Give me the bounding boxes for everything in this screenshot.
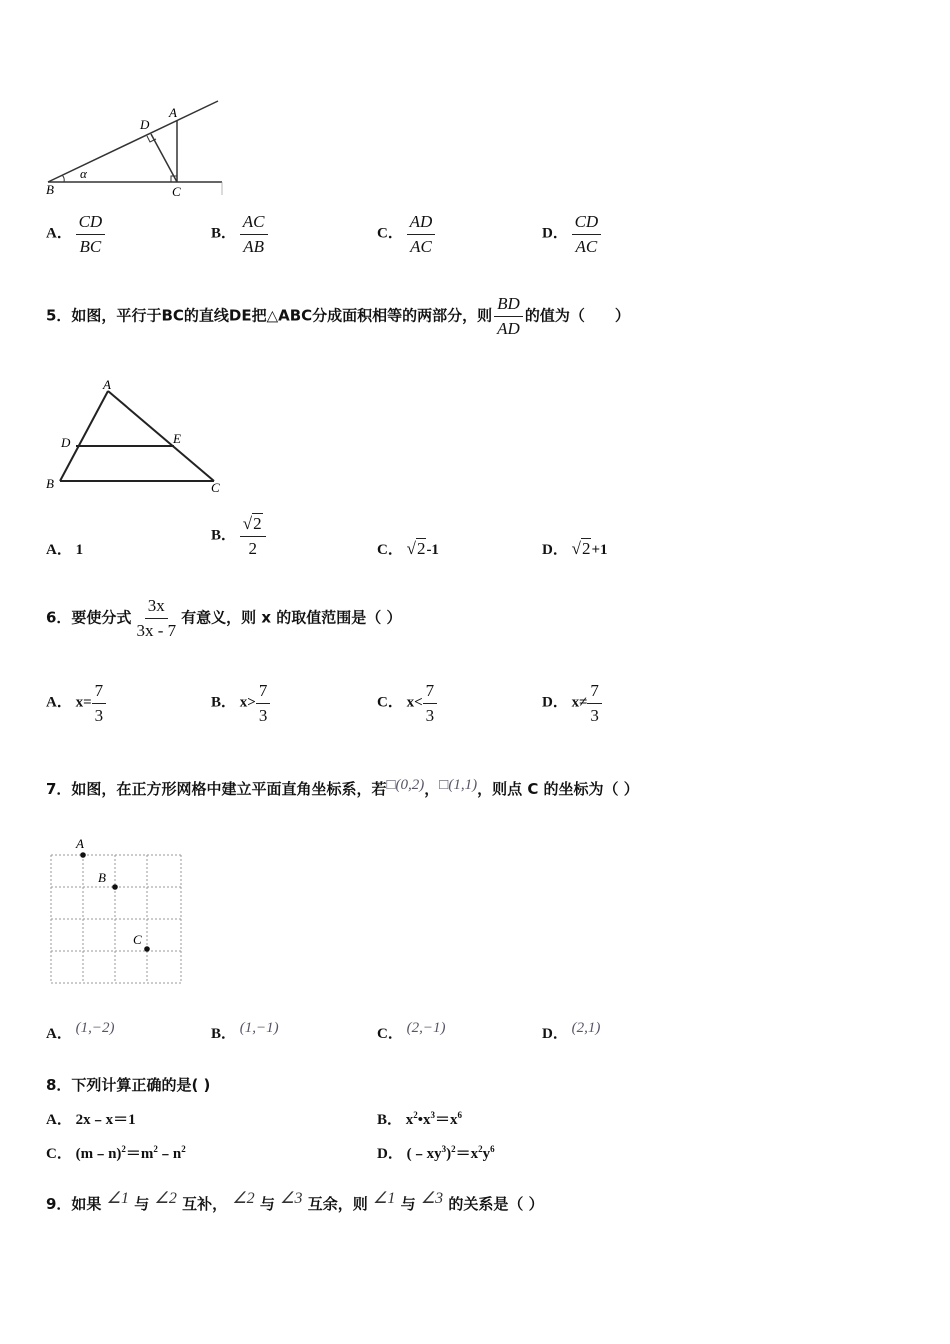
- q4-option-c-num: AD: [407, 212, 436, 235]
- q9-text-7: 的关系是（ ）: [448, 1195, 544, 1213]
- q8-option-a-letter: A．: [46, 1112, 72, 1128]
- q6-fraction: [133, 596, 179, 640]
- q4-label-b: B: [46, 182, 54, 197]
- q5-label-a: A: [103, 377, 111, 392]
- q6-text-after: 有意义，则 x 的取值范围是（ ）: [181, 608, 402, 627]
- q8-option-c-text: $(m﹣n)^2=m^2﹣n^2$: [75, 1144, 186, 1162]
- q7-point-c: [144, 946, 150, 952]
- q6-option-b-letter: B．: [211, 694, 237, 711]
- q9-text-5: 互余，则: [307, 1195, 368, 1213]
- q5-option-a-value: 1: [75, 542, 84, 558]
- q7-option-c-letter: C．: [377, 1026, 403, 1042]
- q8-option-b-letter: B．: [377, 1112, 403, 1128]
- q5-frac-num: BD: [494, 294, 523, 317]
- q5-option-d-rad: 2: [581, 539, 591, 558]
- q5-option-c-letter: C．: [377, 542, 403, 558]
- q4-option-a[interactable]: [46, 212, 105, 256]
- q6-option-a-den: 3: [94, 705, 104, 725]
- q6-option-d[interactable]: [542, 681, 602, 725]
- q7-option-d[interactable]: [542, 1020, 600, 1043]
- q5-label-e: E: [173, 431, 181, 446]
- q9-text-2: 与: [134, 1195, 150, 1213]
- q6-option-a-fraction: [92, 681, 107, 725]
- q9-text-6: 与: [400, 1195, 416, 1213]
- q4-option-b-num: AC: [240, 212, 268, 235]
- q6-option-c[interactable]: [377, 681, 437, 725]
- q4-label-a: A: [169, 105, 177, 120]
- q8-option-d-text: $(﹣xy^3)^2=x^2y^6$: [406, 1144, 495, 1162]
- q6-option-b-prefix: x>: [239, 694, 256, 711]
- q4-option-a-den: BC: [79, 236, 102, 256]
- q4-option-b-letter: B．: [211, 225, 237, 242]
- q7-label-c: C: [133, 932, 142, 947]
- q8-option-c[interactable]: [46, 1142, 186, 1163]
- q6-option-b-num: 7: [256, 681, 271, 704]
- q6-option-d-prefix: x≠: [571, 694, 588, 711]
- q5-text-after: 的值为（ ）: [524, 306, 630, 325]
- q4-option-d-fraction: [572, 212, 602, 256]
- q6-option-a-num: 7: [92, 681, 107, 704]
- q9-angle-2: ∠2: [154, 1190, 177, 1207]
- q6-frac-den: 3x - 7: [136, 620, 177, 640]
- q6-option-d-fraction: [587, 681, 602, 725]
- q6-question: [46, 596, 401, 640]
- q8-option-c-letter: C．: [46, 1146, 72, 1162]
- q6-option-b[interactable]: [211, 681, 270, 725]
- q4-option-c-fraction: [407, 212, 436, 256]
- q7-option-a-letter: A．: [46, 1026, 72, 1042]
- q6-option-d-num: 7: [587, 681, 602, 704]
- q6-option-c-den: 3: [425, 705, 435, 725]
- q4-option-b-den: AB: [243, 236, 265, 256]
- q7-label-b: B: [98, 870, 106, 885]
- q8-option-a-text: 2x﹣x＝1: [75, 1112, 136, 1128]
- q4-option-a-letter: A．: [46, 225, 72, 242]
- q5-option-c-sqrt: √2: [406, 539, 426, 558]
- q7-option-c-value: (2,−1): [406, 1020, 446, 1036]
- q4-label-d: D: [140, 117, 150, 132]
- q4-option-c-den: AC: [410, 236, 432, 256]
- q5-label-d: D: [61, 435, 71, 450]
- q8-option-b[interactable]: [377, 1108, 462, 1129]
- q4-option-c[interactable]: [377, 212, 435, 256]
- q6-option-a[interactable]: [46, 681, 106, 725]
- q5-question: [46, 294, 630, 338]
- q7-option-a[interactable]: [46, 1020, 114, 1043]
- q6-option-b-den: 3: [258, 705, 268, 725]
- q4-option-b[interactable]: [211, 212, 268, 256]
- q9-angle-1: ∠1: [106, 1190, 130, 1207]
- q5-option-b[interactable]: [211, 514, 266, 558]
- q7-point-a: [80, 852, 86, 858]
- q4-option-d-num: CD: [572, 212, 602, 235]
- q4-option-d-den: AC: [575, 236, 598, 256]
- q9-text-1: 9．如果: [46, 1195, 102, 1213]
- q6-text-before: 6．要使分式: [46, 608, 132, 627]
- q5-option-b-sqrt: √2: [242, 514, 262, 533]
- q9-angle-4: ∠3: [280, 1190, 303, 1207]
- q7-grid-figure: [44, 836, 186, 988]
- q8-option-a[interactable]: [46, 1108, 136, 1129]
- q5-option-c-rad: 2: [416, 539, 426, 558]
- q5-label-c: C: [211, 480, 220, 495]
- q6-option-a-letter: A．: [46, 694, 72, 711]
- q5-option-a-letter: A．: [46, 542, 72, 558]
- q6-option-d-letter: D．: [542, 694, 568, 711]
- q4-option-d-letter: D．: [542, 225, 568, 242]
- q4-option-b-fraction: [240, 212, 268, 256]
- q5-option-b-num: 2: [253, 514, 262, 533]
- q5-option-d-sqrt: √2: [571, 539, 591, 558]
- q5-figure: [40, 375, 230, 500]
- q4-label-alpha: α: [80, 166, 87, 181]
- q7-text-before: 7．如图，在正方形网格中建立平面直角坐标系，若: [46, 780, 387, 798]
- q7-sep: ，: [424, 780, 440, 798]
- q4-option-a-fraction: [76, 212, 106, 256]
- q8-question: 8．下列计算正确的是( ): [46, 1076, 211, 1094]
- q4-option-c-letter: C．: [377, 225, 403, 242]
- q5-label-b: B: [46, 476, 54, 491]
- q9-text-3: 互补，: [182, 1195, 228, 1213]
- q6-option-c-letter: C．: [377, 694, 403, 711]
- q5-option-d[interactable]: [542, 538, 608, 559]
- q6-option-a-prefix: x=: [75, 694, 92, 711]
- q6-option-c-prefix: x<: [406, 694, 423, 711]
- q7-option-d-value: (2,1): [571, 1020, 601, 1036]
- q4-figure: [40, 95, 230, 205]
- q7-text-after: ，则点 C 的坐标为（ ）: [477, 780, 639, 798]
- q4-option-d[interactable]: [542, 212, 601, 256]
- q5-option-a[interactable]: [46, 538, 83, 559]
- q6-option-d-den: 3: [590, 705, 599, 725]
- q5-option-c-suffix: -1: [426, 542, 439, 558]
- q6-option-c-num: 7: [423, 681, 438, 704]
- q5-option-c[interactable]: [377, 538, 439, 559]
- q5-text-before: 5．如图，平行于BC的直线DE把△ABC分成面积相等的两部分，则: [46, 306, 493, 325]
- q4-label-c: C: [172, 184, 181, 199]
- q7-option-d-letter: D．: [542, 1026, 568, 1042]
- q5-option-b-fraction: [240, 514, 266, 558]
- q7-point-b: [112, 884, 118, 890]
- q5-option-d-suffix: +1: [591, 542, 608, 558]
- q5-option-b-den: 2: [248, 538, 257, 558]
- q7-option-b[interactable]: [211, 1020, 279, 1043]
- q5-option-d-letter: D．: [542, 542, 568, 558]
- q9-angle-5: ∠1: [372, 1190, 396, 1207]
- q6-option-b-fraction: [256, 681, 271, 725]
- q7-coord1: □(0,2): [386, 777, 425, 793]
- q7-label-a: A: [76, 836, 84, 851]
- q9-angle-6: ∠3: [420, 1190, 444, 1207]
- q7-option-b-letter: B．: [211, 1026, 237, 1042]
- q7-coord2: □(1,1): [439, 777, 478, 793]
- q7-option-c[interactable]: [377, 1020, 445, 1043]
- q9-text-4: 与: [259, 1195, 275, 1213]
- q5-option-b-letter: B．: [211, 527, 237, 544]
- q6-frac-num: 3x: [145, 596, 168, 619]
- q5-frac-den: AD: [497, 318, 520, 338]
- q8-option-d[interactable]: [377, 1142, 495, 1163]
- q7-question: [46, 777, 639, 799]
- q7-option-a-value: (1,−2): [75, 1020, 115, 1036]
- q4-option-a-num: CD: [76, 212, 106, 235]
- q8-option-d-letter: D．: [377, 1146, 403, 1162]
- q7-option-b-value: (1,−1): [239, 1020, 279, 1036]
- q5-fraction: [494, 294, 523, 338]
- q6-option-c-fraction: [423, 681, 438, 725]
- q8-option-b-text: $x^2•x^3=x^6$: [405, 1110, 463, 1128]
- q9-question: [46, 1188, 544, 1214]
- q9-angle-3: ∠2: [232, 1190, 255, 1207]
